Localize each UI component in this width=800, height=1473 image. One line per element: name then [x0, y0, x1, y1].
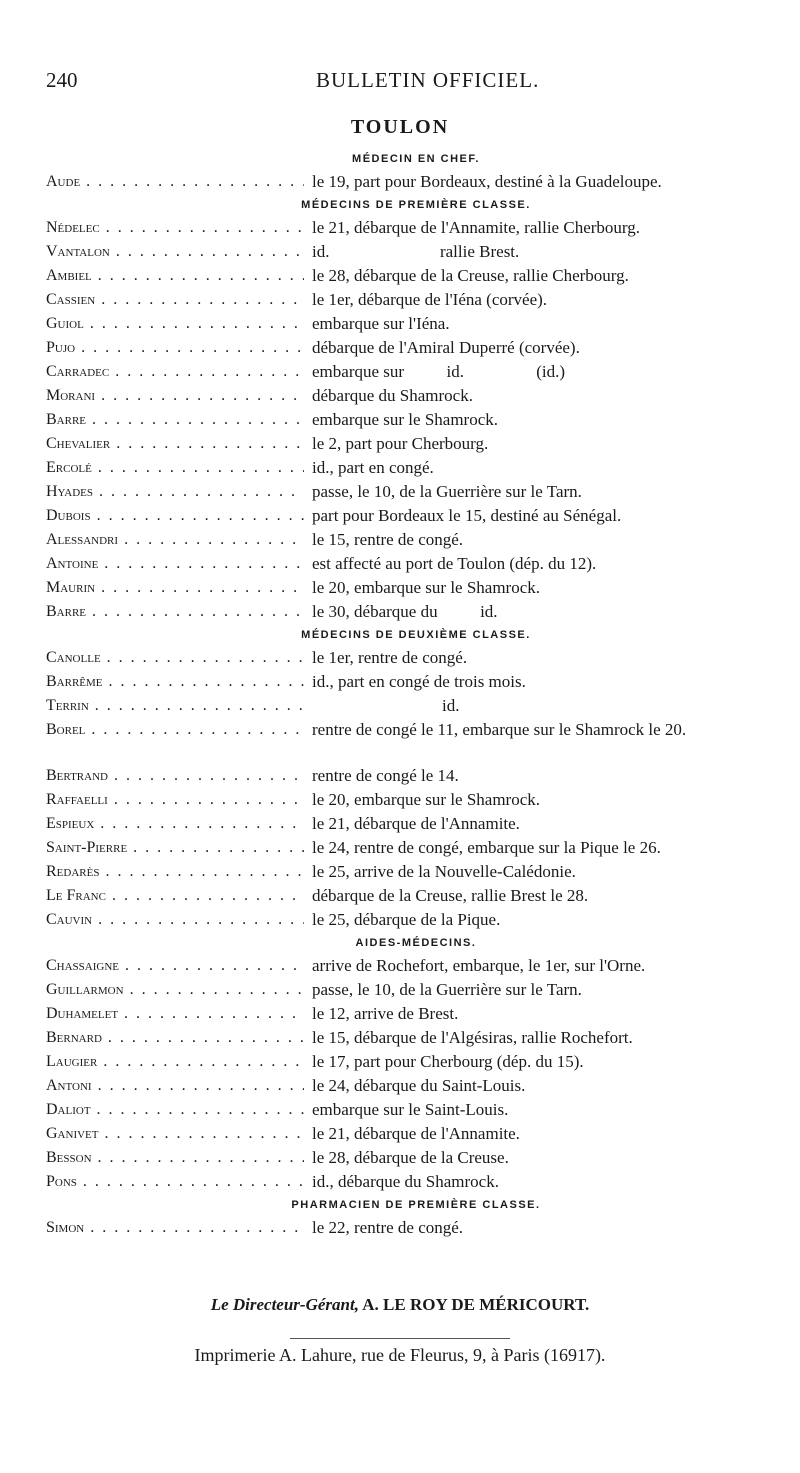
movement-detail: le 20, embarque sur le Shamrock.: [312, 578, 541, 597]
list-item: [46, 576, 786, 600]
officer-name: Vantalon . . .: [46, 240, 304, 264]
list-item: [46, 860, 786, 884]
section-heading: MÉDECIN EN CHEF.: [352, 153, 480, 165]
movement-detail: le 15, débarque de l'Algésiras, rallie Rochefort.: [312, 1028, 633, 1047]
section-heading: MÉDECINS DE PREMIÈRE CLASSE.: [301, 199, 531, 211]
list-item: [46, 216, 786, 240]
list-item: [46, 646, 786, 670]
officer-name: Ercolé . . .: [46, 456, 304, 480]
officer-name: Alessandri . . .: [46, 528, 304, 552]
officer-name: Barrême . . .: [46, 670, 304, 694]
officer-name: Borel . . .: [46, 718, 304, 742]
list-item: [46, 456, 786, 480]
officer-name: Dubois . . .: [46, 504, 304, 528]
movement-detail: embarque sur id. (id.): [312, 362, 566, 381]
officer-name: Terrin . . .: [46, 694, 304, 718]
officer-name: Espieux . . .: [46, 812, 304, 836]
movement-detail: rentre de congé le 11, embarque sur le Shamrock le 20.: [312, 720, 687, 739]
list-item: [46, 884, 786, 908]
list-item: [46, 788, 786, 812]
movement-detail: le 17, part pour Cherbourg (dép. du 15).: [312, 1052, 584, 1071]
city-title: TOULON: [350, 116, 450, 138]
officer-name: Le Franc . . .: [46, 884, 304, 908]
movement-detail: le 20, embarque sur le Shamrock.: [312, 790, 541, 809]
list-item: [46, 694, 786, 718]
movement-detail: le 2, part pour Cherbourg.: [312, 434, 489, 453]
officer-name: Besson . . .: [46, 1146, 304, 1170]
movement-detail: le 30, débarque du id.: [312, 602, 498, 621]
list-item: [46, 528, 786, 552]
signature: [0, 1295, 800, 1315]
officer-name: Guiol . . .: [46, 312, 304, 336]
list-item: [46, 1146, 786, 1170]
officer-name: Raffaelli . . .: [46, 788, 304, 812]
list-item: [46, 1026, 786, 1050]
officer-name: Antoine . . .: [46, 552, 304, 576]
list-item: [46, 408, 786, 432]
signature-name: A. LE ROY DE MÉRICOURT.: [362, 1295, 590, 1314]
officer-name: Barre . . .: [46, 600, 304, 624]
officer-name: Carradec . . .: [46, 360, 304, 384]
movement-detail: le 21, débarque de l'Annamite.: [312, 1124, 520, 1143]
movement-detail: le 12, arrive de Brest.: [312, 1004, 459, 1023]
officer-name: Simon . . .: [46, 1216, 304, 1240]
movement-detail: le 21, débarque de l'Annamite.: [312, 814, 520, 833]
list-item: [46, 670, 786, 694]
officer-name: Chevalier . . .: [46, 432, 304, 456]
officer-name: Ganivet . . .: [46, 1122, 304, 1146]
movement-detail: embarque sur le Shamrock.: [312, 410, 498, 429]
list-item: [46, 1098, 786, 1122]
officer-name: Daliot . . .: [46, 1098, 304, 1122]
section-heading: MÉDECINS DE DEUXIÈME CLASSE.: [301, 629, 531, 641]
officer-name: Cassien . . .: [46, 288, 304, 312]
movement-detail: débarque de l'Amiral Duperré (corvée).: [312, 338, 580, 357]
list-item: [46, 812, 786, 836]
officer-name: Bertrand . . .: [46, 764, 304, 788]
officer-name: Nédelec . . .: [46, 216, 304, 240]
list-item: [46, 384, 786, 408]
movement-detail: id., part en congé.: [312, 458, 434, 477]
list-item: [46, 432, 786, 456]
officer-name: Cauvin . . .: [46, 908, 304, 932]
list-item: [46, 1170, 786, 1194]
list-item: [46, 360, 786, 384]
officer-name: Chassaigne . . .: [46, 954, 304, 978]
movement-detail: le 21, débarque de l'Annamite, rallie Cherbourg.: [312, 218, 641, 237]
movement-detail: part pour Bordeaux le 15, destiné au Sénégal.: [312, 506, 622, 525]
list-item: [46, 240, 786, 264]
journal-title: BULLETIN OFFICIEL.: [316, 68, 540, 92]
list-item: [46, 552, 786, 576]
officer-name: Antoni . . .: [46, 1074, 304, 1098]
list-item: [46, 600, 786, 624]
movement-detail: le 25, arrive de la Nouvelle-Calédonie.: [312, 862, 576, 881]
list-item: [46, 336, 786, 360]
movement-detail: le 22, rentre de congé.: [312, 1218, 464, 1237]
movement-detail: passe, le 10, de la Guerrière sur le Tarn.: [312, 482, 582, 501]
list-item: [46, 718, 786, 764]
movement-detail: id., part en congé de trois mois.: [312, 672, 526, 691]
list-item: [46, 1074, 786, 1098]
movement-detail: id., débarque du Shamrock.: [312, 1172, 499, 1191]
list-item: [46, 1002, 786, 1026]
list-item: [46, 264, 786, 288]
printer-imprint: Imprimerie A. Lahure, rue de Fleurus, 9, à Paris (16917).: [194, 1345, 606, 1365]
list-item: [46, 978, 786, 1002]
personnel-list: [46, 148, 786, 1240]
movement-detail: embarque sur l'Iéna.: [312, 314, 450, 333]
movement-detail: le 1er, débarque de l'Iéna (corvée).: [312, 290, 548, 309]
movement-detail: arrive de Rochefort, embarque, le 1er, sur l'Orne.: [312, 956, 646, 975]
movement-detail: le 19, part pour Bordeaux, destiné à la Guadeloupe.: [312, 172, 662, 191]
list-item: [46, 764, 786, 788]
movement-detail: le 15, rentre de congé.: [312, 530, 464, 549]
officer-name: Laugier . . .: [46, 1050, 304, 1074]
list-item: [46, 504, 786, 528]
movement-detail: débarque de la Creuse, rallie Brest le 28.: [312, 886, 589, 905]
page-header: [46, 68, 766, 98]
list-item: [46, 908, 786, 932]
list-item: [46, 1050, 786, 1074]
officer-name: Aude . . .: [46, 170, 304, 194]
officer-name: Maurin . . .: [46, 576, 304, 600]
list-item: [46, 312, 786, 336]
list-item: [46, 1122, 786, 1146]
page-number: 240: [46, 68, 78, 92]
signature-role: Le Directeur-Gérant,: [210, 1295, 359, 1314]
officer-name: Redarès . . .: [46, 860, 304, 884]
officer-name: Guillarmon . . .: [46, 978, 304, 1002]
officer-name: Pujo . . .: [46, 336, 304, 360]
movement-detail: le 1er, rentre de congé.: [312, 648, 468, 667]
officer-name: Pons . . .: [46, 1170, 304, 1194]
list-item: [46, 954, 786, 978]
list-item: [46, 170, 786, 194]
officer-name: Bernard . . .: [46, 1026, 304, 1050]
officer-name: Duhamelet . . .: [46, 1002, 304, 1026]
officer-name: Saint-Pierre . . .: [46, 836, 304, 860]
movement-detail: débarque du Shamrock.: [312, 386, 473, 405]
section-heading: PHARMACIEN DE PREMIÈRE CLASSE.: [291, 1199, 541, 1211]
officer-name: Canolle . . .: [46, 646, 304, 670]
movement-detail: le 28, débarque de la Creuse.: [312, 1148, 509, 1167]
list-item: [46, 288, 786, 312]
officer-name: Ambiel . . .: [46, 264, 304, 288]
movement-detail: le 28, débarque de la Creuse, rallie Cherbourg.: [312, 266, 629, 285]
section-heading: AIDES-MÉDECINS.: [355, 937, 477, 949]
movement-detail: id.: [442, 696, 460, 715]
movement-detail: le 24, débarque du Saint-Louis.: [312, 1076, 526, 1095]
movement-detail: embarque sur le Saint-Louis.: [312, 1100, 509, 1119]
list-item: [46, 836, 786, 860]
officer-name: Morani . . .: [46, 384, 304, 408]
officer-name: Barre . . .: [46, 408, 304, 432]
divider: [290, 1338, 510, 1339]
movement-detail: rentre de congé le 14.: [312, 766, 459, 785]
list-item: [46, 480, 786, 504]
list-item: [46, 1216, 786, 1240]
movement-detail: le 25, débarque de la Pique.: [312, 910, 501, 929]
officer-name: Hyades . . .: [46, 480, 304, 504]
movement-detail: est affecté au port de Toulon (dép. du 12).: [312, 554, 597, 573]
movement-detail: le 24, rentre de congé, embarque sur la Pique le 26.: [312, 838, 661, 857]
movement-detail: id. rallie Brest.: [312, 242, 520, 261]
movement-detail: passe, le 10, de la Guerrière sur le Tarn.: [312, 980, 582, 999]
